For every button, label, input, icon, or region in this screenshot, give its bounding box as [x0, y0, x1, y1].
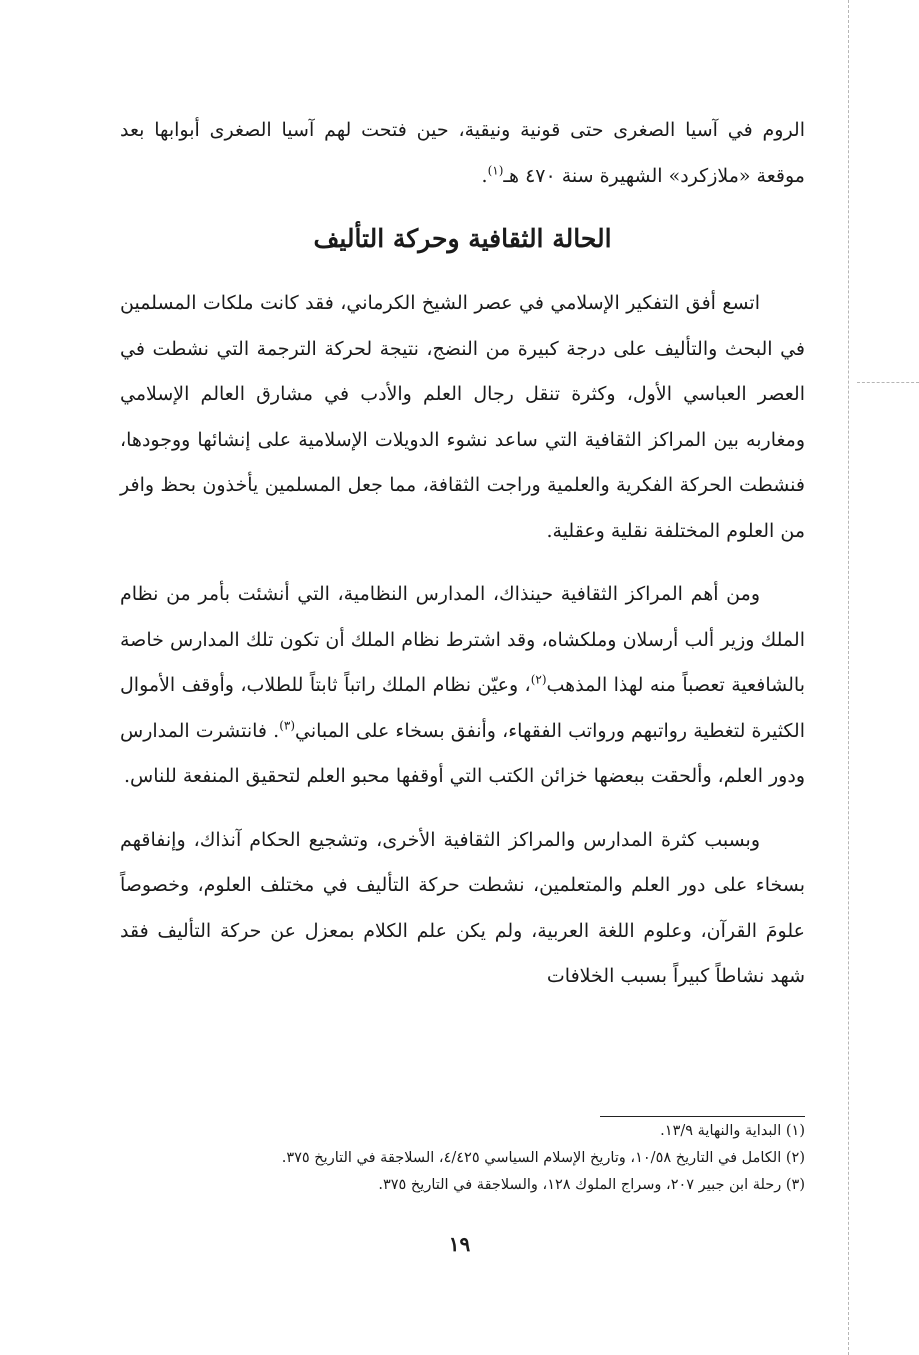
footnotes — [100, 1118, 805, 1199]
paragraph-1: اتسع أفق التفكير الإسلامي في عصر الشيخ الكرماني، فقد كانت ملكات المسلمين في البحث والتأليف على درجة كبيرة من النضج، نتيجة لحركة الترجمة التي نشطت في العصر العباسي الأول، وكثرة تنقل رجال العلم والأدب في مشارق العالم الإسلامي ومغاربه بين المراكز الثقافية التي ساعد نشوء الدويلات الإسلامية على إنشائها ووجودها، فنشطت الحركة الفكرية والعلمية وراجت الثقافة، مما جعل المسلمين يأخذون بحظ وافر من العلوم المختلفة نقلية وعقلية. — [120, 292, 805, 542]
intro-text: الروم في آسيا الصغرى حتى قونية ونيقية، حين فتحت لهم آسيا الصغرى أبوابها بعد موقعة «ملازكرد» الشهيرة سنة ٤٧٠ هـ — [120, 119, 805, 187]
intro-end: . — [481, 164, 488, 187]
footnote-1: (١) البداية والنهاية ١٣/٩. — [660, 1123, 805, 1139]
footnote-ref-3: (٣) — [279, 718, 296, 733]
footnote-2: (٢) الكامل في التاريخ ١٠/٥٨، وتاريخ الإسلام السياسي ٤/٤٢٥، السلاجقة في التاريخ ٣٧٥. — [281, 1150, 805, 1166]
paragraph-3: وبسبب كثرة المدارس والمراكز الثقافية الأخرى، وتشجيع الحكام آنذاك، وإنفاقهم بسخاء على دور العلم والمتعلمين، نشطت حركة التأليف في مختلف العلوم، وخصوصاً علومَ القرآن، وعلوم اللغة العربية، ولم يكن علم الكلام بمعزل عن حركة التأليف فقد شهد نشاطاً كبيراً بسبب الخلافات — [120, 828, 805, 987]
paragraph-2-part-b: ، وعيّن نظام الملك راتباً ثابتاً للطلاب، وأوقف الأموال الكثيرة لتغطية رواتبهم ورواتب الفقهاء، وأنفق بسخاء على المباني — [120, 674, 805, 742]
footnote-ref-1: (١) — [487, 163, 504, 178]
footnote-3: (٣) رحلة ابن جبير ٢٠٧، وسراج الملوك ١٢٨، والسلاجقة في التاريخ ٣٧٥. — [378, 1177, 805, 1193]
page-body — [120, 108, 805, 1000]
scan-margin-line — [848, 0, 849, 1355]
scan-margin-mark — [857, 382, 919, 383]
footnote-ref-2: (٢) — [530, 672, 547, 687]
paragraph-2-part-c: . فانتشرت المدارس ودور العلم، وألحقت ببعضها خزائن الكتب التي أوقفها محبو العلم لتحقيق المنفعة للناس. — [120, 719, 805, 787]
section-heading: الحالة الثقافية وحركة التأليف — [313, 224, 612, 253]
footnote-separator — [600, 1116, 805, 1117]
paragraph-2-part-a: ومن أهم المراكز الثقافية حينذاك، المدارس النظامية، التي أنشئت بأمر من نظام الملك وزير ألب أرسلان وملكشاه، وقد اشترط نظام الملك أن تكون تلك المدارس خاصة بالشافعية تعصباً منه لهذا المذهب — [120, 583, 805, 696]
intro-paragraph — [120, 108, 805, 199]
paragraph-2 — [120, 572, 805, 800]
page-number: ١٩ — [448, 1232, 471, 1256]
